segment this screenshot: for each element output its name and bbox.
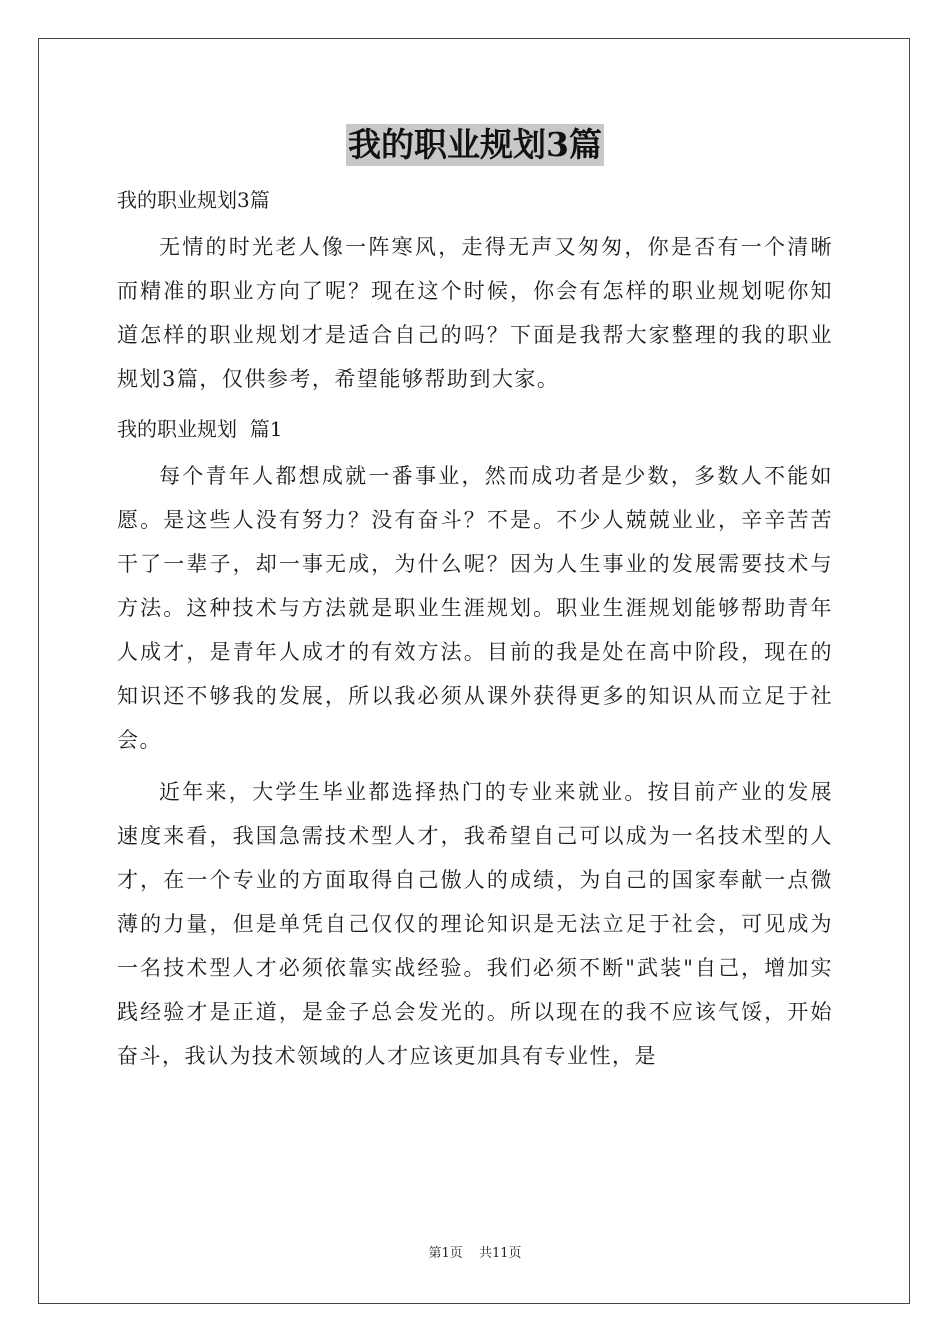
section-heading: 我的职业规划 篇1 [117, 417, 283, 441]
page-footer [0, 1244, 950, 1264]
body-paragraph-2: 近年来，大学生毕业都选择热门的专业来就业。按目前产业的发展速度来看，我国急需技术型人才，我希望自己可以成为一名技术型的人才，在一个专业的方面取得自己傲人的成绩，为自己的国家奉献一点微薄的力量，但是单凭自己仅仅的理论知识是无法立足于社会，可见成为一名技术型人才必须依靠实战经验。我们必须不断"武装"自己，增加实践经验才是正道，是金子总会发光的。所以现在的我不应该气馁，开始奋斗，我认为技术领域的人才应该更加具有专业性，是 [117, 780, 833, 1068]
title-container [0, 124, 950, 166]
body-paragraph-1: 每个青年人都想成就一番事业，然而成功者是少数，多数人不能如愿。是这些人没有努力？没有奋斗？不是。不少人兢兢业业，辛辛苦苦干了一辈子，却一事无成，为什么呢？因为人生事业的发展需要技术与方法。这种技术与方法就是职业生涯规划。职业生涯规划能够帮助青年人成才，是青年人成才的有效方法。目前的我是处在高中阶段，现在的知识还不够我的发展，所以我必须从课外获得更多的知识从而立足于社会。 [117, 464, 833, 752]
document-body [117, 180, 833, 1086]
intro-paragraph: 无情的时光老人像一阵寒风，走得无声又匆匆，你是否有一个清晰而精准的职业方向了呢？现在这个时候，你会有怎样的职业规划呢你知道怎样的职业规划才是适合自己的吗？下面是我帮大家整理的我的职业规划3篇，仅供参考，希望能够帮助到大家。 [117, 235, 833, 391]
page-number: 第1页 [428, 1246, 463, 1261]
document-subtitle: 我的职业规划3篇 [117, 188, 270, 212]
document-title: 我的职业规划3篇 [348, 125, 602, 164]
page-total: 共11页 [478, 1246, 522, 1261]
